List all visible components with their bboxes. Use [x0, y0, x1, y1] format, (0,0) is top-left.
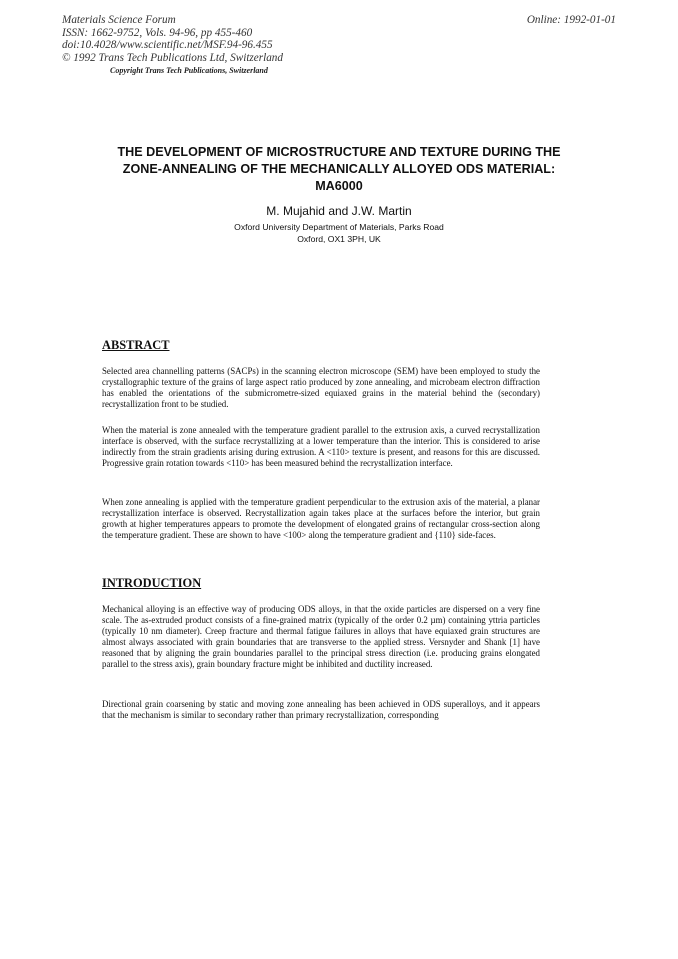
journal-name: Materials Science Forum — [62, 14, 176, 26]
affiliation-line-2: Oxford, OX1 3PH, UK — [297, 233, 381, 244]
abstract-paragraph-1: Selected area channelling patterns (SACPs) in the scanning electron microscope (SEM) have been employed to study the crystallographic texture of the grains of large aspect ratio produced by zone annealing, and microbeam electron diffraction has enabled the orientations of the submicrometre-sized equiaxed grains in the material behind the (secondary) recrystallization front to be studied. — [102, 366, 540, 409]
affiliation — [0, 222, 678, 245]
abstract-paragraph-3: When zone annealing is applied with the temperature gradient perpendicular to the extrusion axis of the material, a planar recrystallization interface is observed. Recrystallization again takes place at the surfaces before the interior, but grain growth at higher temperatures appears to promote the development of elongated grains of rectangular cross-section along the temperature gradient. These are shown to have <100> along the temperature gradient and {110} side-faces. — [102, 497, 540, 540]
abstract-paragraph-2: When the material is zone annealed with the temperature gradient parallel to the extrusion axis, a curved recrystallization interface is observed, with the surface recrystallizing at a lower temperature than the interior. This is considered to arise indirectly from the strain gradients arising during extrusion. A <110> texture is present, and reasons for this are discussed. Progressive grain rotation towards <110> has been measured behind the recrystallization interface. — [102, 425, 540, 468]
abstract-heading: ABSTRACT — [102, 338, 170, 352]
affiliation-line-1: Oxford University Department of Materials, Parks Road — [234, 222, 444, 232]
doi-line: doi:10.4028/www.scientific.net/MSF.94-96.455 — [62, 39, 273, 51]
journal-header — [62, 14, 283, 64]
copyright-notice: Copyright Trans Tech Publications, Switzerland — [110, 66, 268, 75]
issn-line: ISSN: 1662-9752, Vols. 94-96, pp 455-460 — [62, 26, 253, 39]
online-date: Online: 1992-01-01 — [526, 14, 616, 26]
introduction-paragraph-1: Mechanical alloying is an effective way of producing ODS alloys, in that the oxide particles are dispersed on a very fine scale. The as-extruded product consists of a fine-grained matrix (typically of the order 0.2 µm) containing yttria particles (typically 10 nm diameter). Creep fracture and thermal fatigue failures in alloys that have equiaxed grain structures are almost always associated with grain boundaries that are transverse to the applied stress. Versnyder and Shank [1] have reasoned that by aligning the grain boundaries parallel to the principal stress direction (i.e. producing grains elongated parallel to the stress axis), grain boundary fracture might be inhibited and ductility increased. — [102, 604, 540, 669]
authors: M. Mujahid and J.W. Martin — [266, 204, 412, 218]
paper-title: THE DEVELOPMENT OF MICROSTRUCTURE AND TEXTURE DURING THE ZONE-ANNEALING OF THE MECHANICALLY ALLOYED ODS MATERIAL: MA6000 — [117, 145, 561, 193]
introduction-heading: INTRODUCTION — [102, 576, 202, 590]
introduction-paragraph-2: Directional grain coarsening by static and moving zone annealing has been achieved in ODS superalloys, and it appears that the mechanism is similar to secondary rather than primary recrystallization, corresponding — [102, 699, 540, 720]
publisher-line: © 1992 Trans Tech Publications Ltd, Switzerland — [62, 51, 283, 64]
